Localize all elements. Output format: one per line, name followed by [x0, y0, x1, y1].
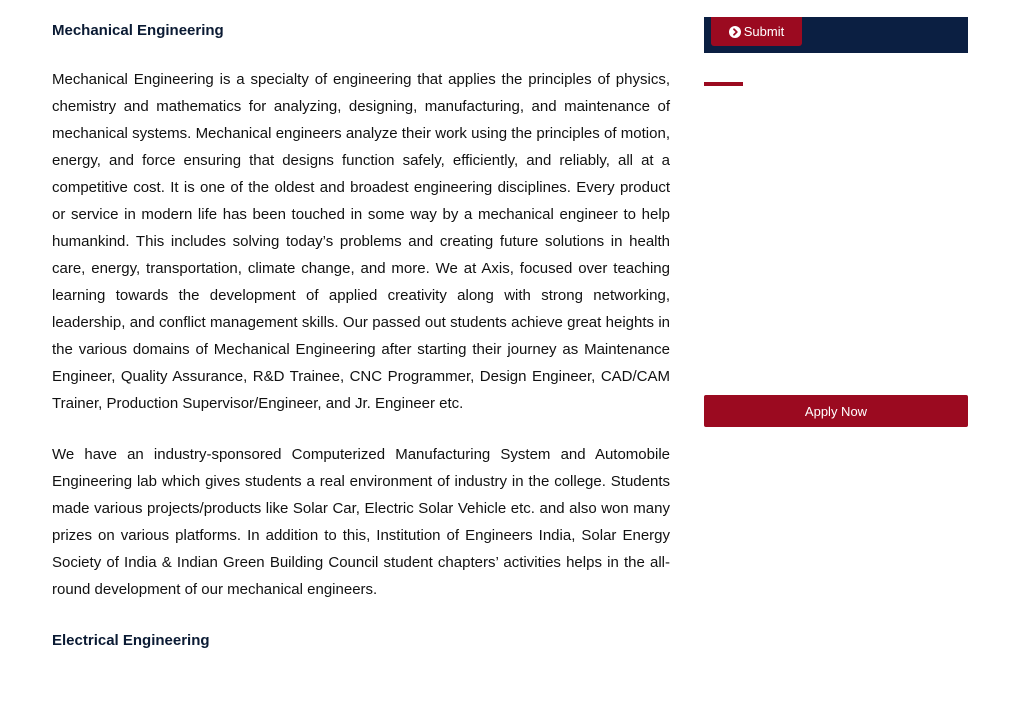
enquiry-form-bar — [704, 17, 968, 53]
mechanical-engineering-heading: Mechanical Engineering — [52, 22, 224, 39]
submit-button[interactable] — [711, 17, 802, 46]
mechanical-labs-paragraph: We have an industry-sponsored Computerized Manufacturing System and Automobile Engineering lab which gives students a real environment of industry in the college. Students made various projects/products like Solar Car, Electric Solar Vehicle etc. and also won many prizes on various platforms. In addition to this, Institution of Engineers India, Solar Energy Society of India & Indian Green Building Council student chapters’ activities helps in the all-round development of our mechanical engineers. — [52, 446, 670, 598]
mechanical-description-paragraph: Mechanical Engineering is a specialty of engineering that applies the principles of physics, chemistry and mathematics for analyzing, designing, manufacturing, and maintenance of mechanical systems. Mechanical engineers analyze their work using the principles of motion, energy, and force ensuring that designs function safely, efficiently, and reliably, all at a competitive cost. It is one of the oldest and broadest engineering disciplines. Every product or service in modern life has been touched in some way by a mechanical engineer to help humankind. This includes solving today’s problems and creating future solutions in health care, energy, transportation, climate change, and more. We at Axis, focused over teaching learning towards the development of applied creativity along with strong networking, leadership, and conflict management skills. Our passed out students achieve great heights in the various domains of Mechanical Engineering after starting their journey as Maintenance Engineer, Quality Assurance, R&D Trainee, CNC Programmer, Design Engineer, CAD/CAM Trainer, Production Supervisor/Engineer, and Jr. Engineer etc. — [52, 71, 670, 412]
accent-divider — [704, 82, 743, 86]
main-content — [52, 18, 670, 653]
apply-now-button[interactable]: Apply Now — [704, 395, 968, 427]
submit-button-label: Submit — [743, 24, 785, 39]
sidebar — [704, 17, 968, 419]
chevron-circle-right-icon — [729, 26, 741, 38]
electrical-engineering-heading: Electrical Engineering — [52, 632, 210, 649]
